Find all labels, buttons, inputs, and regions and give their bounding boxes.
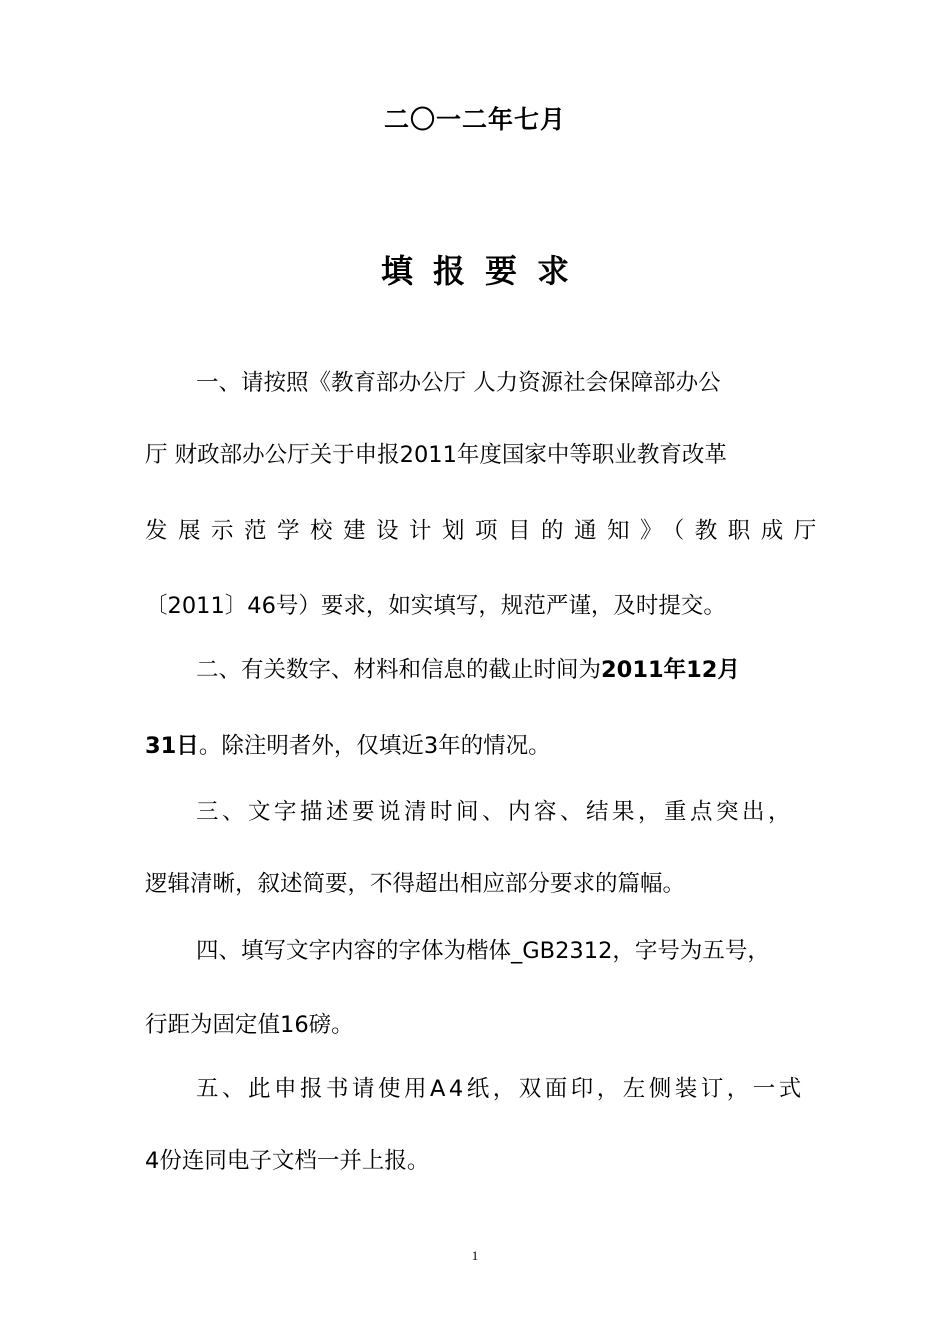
requirement-2-rest: 。除注明者外，仅填近3年的情况。 <box>198 733 551 759</box>
requirement-1-line-1: 一、请按照《教育部办公厅 人力资源社会保障部办公 <box>196 370 721 396</box>
requirement-3-line-1: 三、文字描述要说清时间、内容、结果，重点突出， <box>196 799 795 825</box>
requirement-1-line-3: 发展示范学校建设计划项目的通知》（教职成厅 <box>145 518 827 544</box>
requirement-3-line-2: 逻辑清晰，叙述简要，不得超出相应部分要求的篇幅。 <box>145 871 686 897</box>
requirement-5-line-2: 4份连同电子文档一并上报。 <box>145 1148 430 1174</box>
requirement-2-prefix: 二、有关数字、材料和信息的截止时间为 <box>196 657 602 683</box>
page-title: 填报要求 <box>380 252 589 290</box>
requirement-4-line-2: 行距为固定值16磅。 <box>145 1012 354 1038</box>
requirement-4-line-1: 四、填写文字内容的字体为楷体_GB2312，字号为五号， <box>196 938 770 964</box>
deadline-date-part-2: 31日 <box>145 733 199 759</box>
page-number: 1 <box>471 1248 479 1263</box>
requirement-1-line-2: 厅 财政部办公厅关于申报2011年度国家中等职业教育改革 <box>145 442 727 468</box>
requirement-2-line-2 <box>145 731 805 761</box>
deadline-date-part-1: 2011年12月 <box>601 657 740 683</box>
document-date: 二〇一二年七月 <box>383 105 566 134</box>
requirement-2-line-1 <box>196 655 806 685</box>
requirement-5-line-1: 五、此申报书请使用A4纸，双面印，左侧装订，一式 <box>196 1076 805 1102</box>
requirement-1-line-4: 〔2011〕46号）要求，如实填写，规范严谨，及时提交。 <box>145 593 726 619</box>
